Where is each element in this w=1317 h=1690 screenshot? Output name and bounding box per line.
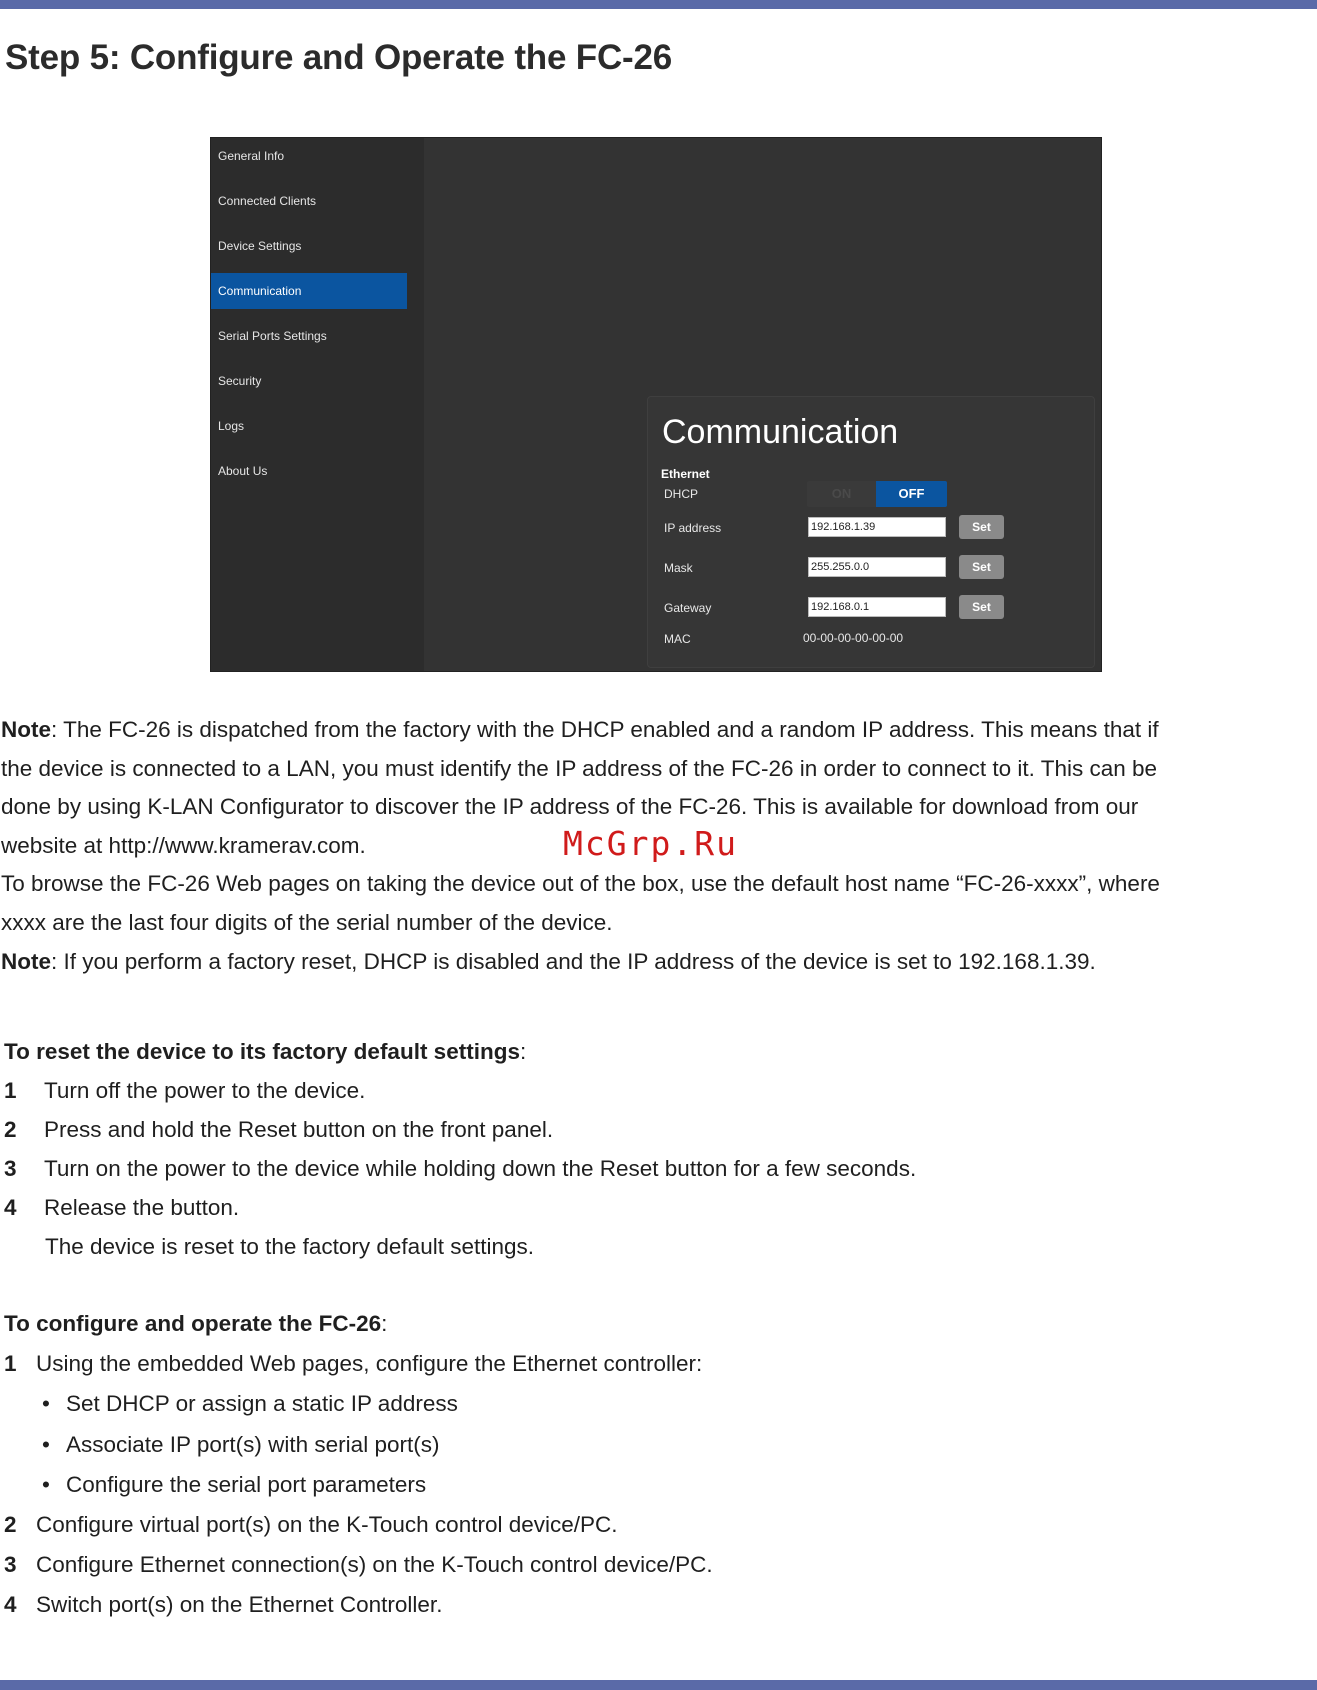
note-line: the device is connected to a LAN, you must identify the IP address of the FC-26 in order to connect to it. This can be <box>1 755 1158 781</box>
bottom-rule <box>0 1680 1317 1690</box>
list-item: 4 Release the button. <box>4 1195 240 1220</box>
mac-value: 00-00-00-00-00-00 <box>803 631 904 645</box>
bullet-icon: • <box>42 1472 50 1497</box>
sidebar-item-serial-ports-settings[interactable]: Serial Ports Settings <box>218 329 327 343</box>
reset-result: The device is reset to the factory default settings. <box>45 1234 535 1259</box>
note-line: Note: The FC-26 is dispatched from the factory with the DHCP enabled and a random IP address. This means that if <box>1 717 1159 742</box>
list-item: 1 Using the embedded Web pages, configure the Ethernet controller: <box>4 1351 703 1376</box>
sidebar-item-about-us[interactable]: About Us <box>218 464 268 478</box>
bullet-item: • Set DHCP or assign a static IP address <box>42 1391 458 1416</box>
note-label: Note <box>1 948 51 974</box>
set-ip-button[interactable]: Set <box>959 515 1004 539</box>
reset-heading: To reset the device to its factory default settings: <box>4 1039 527 1064</box>
dhcp-label: DHCP <box>664 487 699 501</box>
browse-line: To browse the FC-26 Web pages on taking the device out of the box, use the default host name “FC-26-xxxx”, where <box>1 871 1160 897</box>
top-rule <box>0 0 1317 9</box>
bullet-icon: • <box>42 1391 50 1416</box>
sidebar-item-security[interactable]: Security <box>218 374 262 388</box>
reset-note-line: Note: If you perform a factory reset, DHCP is disabled and the IP address of the device is set to 192.168.1.39. <box>1 948 1096 974</box>
page-title: Step 5: Configure and Operate the FC-26 <box>5 38 673 77</box>
sidebar-item-general-info[interactable]: General Info <box>218 149 285 163</box>
list-item: 1 Turn off the power to the device. <box>4 1078 366 1103</box>
panel-title: Communication <box>662 413 899 451</box>
mask-input[interactable] <box>808 557 946 577</box>
dhcp-on-option[interactable]: ON <box>831 486 852 501</box>
sidebar-item-logs[interactable]: Logs <box>218 419 245 433</box>
note-line: website at http://www.kramerav.com. <box>1 832 366 858</box>
ethernet-heading: Ethernet <box>661 467 710 481</box>
web-ui-sidebar <box>211 138 424 671</box>
list-item: 3 Turn on the power to the device while holding down the Reset button for a few seconds. <box>4 1156 917 1181</box>
watermark: McGrp.Ru <box>563 824 738 863</box>
gateway-label: Gateway <box>664 601 712 615</box>
set-gateway-button[interactable]: Set <box>959 595 1004 619</box>
dhcp-toggle[interactable] <box>807 481 947 507</box>
sidebar-item-communication[interactable]: Communication <box>211 273 407 309</box>
list-item: 3 Configure Ethernet connection(s) on the K-Touch control device/PC. <box>4 1552 713 1577</box>
gateway-input[interactable] <box>808 597 946 617</box>
list-item: 4 Switch port(s) on the Ethernet Controller. <box>4 1592 443 1617</box>
list-item: 2 Configure virtual port(s) on the K-Touch control device/PC. <box>4 1512 618 1537</box>
note-label: Note <box>1 717 51 742</box>
set-mask-button[interactable]: Set <box>959 555 1004 579</box>
mac-label: MAC <box>664 632 691 646</box>
bullet-item: • Configure the serial port parameters <box>42 1472 427 1497</box>
dhcp-off-option[interactable]: OFF <box>876 481 947 507</box>
web-ui-screenshot <box>210 137 1102 672</box>
mask-label: Mask <box>664 561 693 575</box>
note-line: done by using K-LAN Configurator to discover the IP address of the FC-26. This is available for download from our <box>1 794 1139 820</box>
browse-line: xxxx are the last four digits of the serial number of the device. <box>1 909 613 935</box>
communication-panel <box>647 396 1095 668</box>
sidebar-item-device-settings[interactable]: Device Settings <box>218 239 302 253</box>
list-item: 2 Press and hold the Reset button on the front panel. <box>4 1117 554 1142</box>
bullet-item: • Associate IP port(s) with serial port(s) <box>42 1432 440 1457</box>
sidebar-item-connected-clients[interactable]: Connected Clients <box>218 194 317 208</box>
ip-address-label: IP address <box>664 521 722 535</box>
configure-heading: To configure and operate the FC-26: <box>4 1311 388 1336</box>
ip-address-input[interactable] <box>808 517 946 537</box>
bullet-icon: • <box>42 1432 50 1457</box>
